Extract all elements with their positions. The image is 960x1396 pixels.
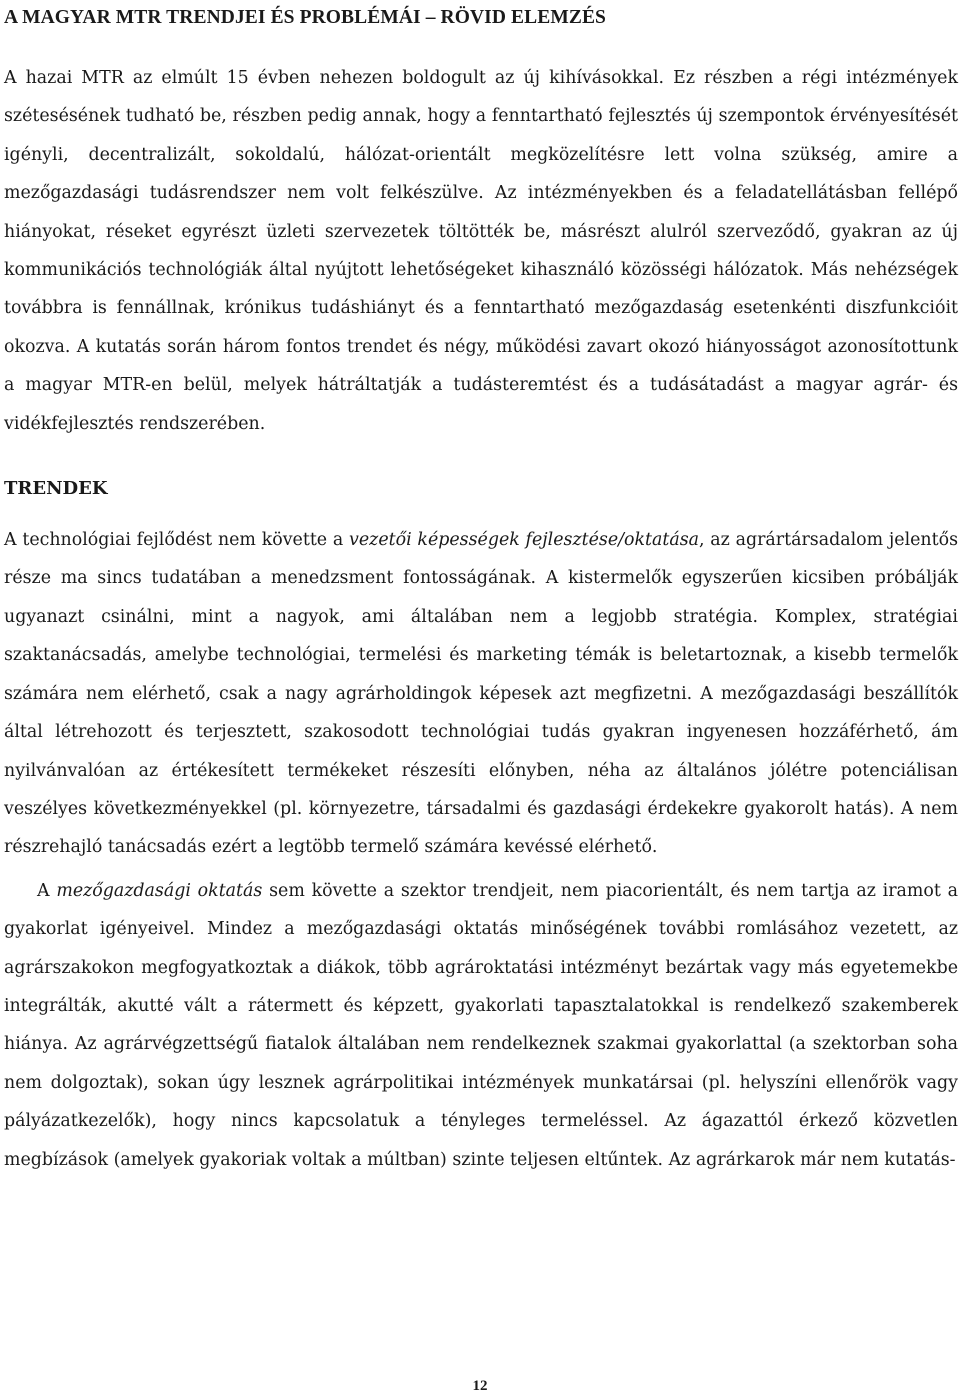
page-number: 12	[472, 1378, 488, 1394]
emphasized-phrase: vezetői képességek fejlesztése/oktatása	[349, 530, 699, 551]
paragraph-text-after: sem követte a szektor trendjeit, nem piacorientált, és nem tartja az iramot a gyakorlat igényeivel. Mindez a mezőgazdasági oktatás minőségének további romlásához vezetett, az agrárszakokon megfogyatkoztak a diákok, több agrároktatási intézményt bezártak vagy más egyetemekbe integrálták, akutté vált a rátermett és képzett, gyakorlati tapasztalatokkal is rendelkező szakemberek hiánya. Az agrárvégzettségű fiatalok általában nem rendelkeznek szakmai gyakorlattal (a szektorban soha nem dolgoztak), sokan úgy lesznek agrárpolitikai intézmények munkatársai (pl. helyszíni ellenőrök vagy pályázatkezelők), hogy nincs kapcsolatuk a tényleges termeléssel. Az ágazattól érkező közvetlen megbízások (amelyek gyakoriak voltak a múltban) szinte teljesen eltűntek. Az agrárkarok már nem kutatás-	[4, 880, 958, 1170]
emphasized-phrase: mezőgazdasági oktatás	[56, 880, 263, 901]
paragraph-text-before: A technológiai fejlődést nem követte a	[4, 530, 350, 551]
intro-paragraph: A hazai MTR az elmúlt 15 évben nehezen boldogult az új kihívásokkal. Ez részben a régi intézmények szétesésének tudható be, részben pedig annak, hogy a fenntartható fejlesztés új szempontok érvényesítését igényli, decentralizált, sokoldalú, hálózat-orientált megközelítésre lett volna szükség, amire a mezőgazdasági tudásrendszer nem volt felkészülve. Az intézményekben és a feladatellátásban fellépő hiányokat, réseket egyrészt üzleti szervezetek töltötték be, másrészt alulról szerveződő, gyakran az új kommunikációs technológiák által nyújtott lehetőségeket kihasználó közösségi hálózatok. Más nehézségek továbbra is fennállnak, krónikus tudáshiányt és a fenntartható mezőgazdaság esetenkénti diszfunkcióit okozva. A kutatás során három fontos trendet és négy, működési zavart okozó hiányosságot azonosítottunk a magyar MTR-en belül, melyek hátráltatják a tudásteremtést és a tudásátadást a magyar agrár- és vidékfejlesztés rendszerében.	[4, 68, 958, 434]
trend-paragraph-leadership	[4, 521, 958, 867]
paragraph-text-before: A	[37, 880, 57, 901]
document-title: A MAGYAR MTR TRENDJEI ÉS PROBLÉMÁI – RÖVID ELEMZÉS	[4, 7, 607, 28]
section-heading-trendek: TRENDEK	[4, 478, 108, 500]
document-page	[4, 0, 958, 1179]
paragraph-text-after: , az agrártársadalom jelentős része ma sincs tudatában a menedzsment fontosságának. A kistermelők egyszerűen kicsiben próbálják ugyanazt csinálni, mint a nagyok, ami általában nem a legjobb stratégia. Komplex, stratégiai szaktanácsadás, amelybe technológiai, termelési és marketing témák is beletartoznak, a kisebb termelők számára nem elérhető, csak a nagy agrárholdingok képesek azt megfizetni. A mezőgazdasági beszállítók által létrehozott és terjesztett, szakosodott technológiai tudás gyakran ingyenesen hozzáférhető, ám nyilvánvalóan az értékesített termékeket részesíti előnyben, néha az általános jólétre potenciálisan veszélyes következményekkel (pl. környezetre, társadalmi és gazdasági érdekekre gyakorolt hatás). A nem részrehajló tanácsadás ezért a legtöbb termelő számára kevéssé elérhető.	[4, 530, 959, 858]
trend-paragraph-education	[4, 872, 958, 1179]
